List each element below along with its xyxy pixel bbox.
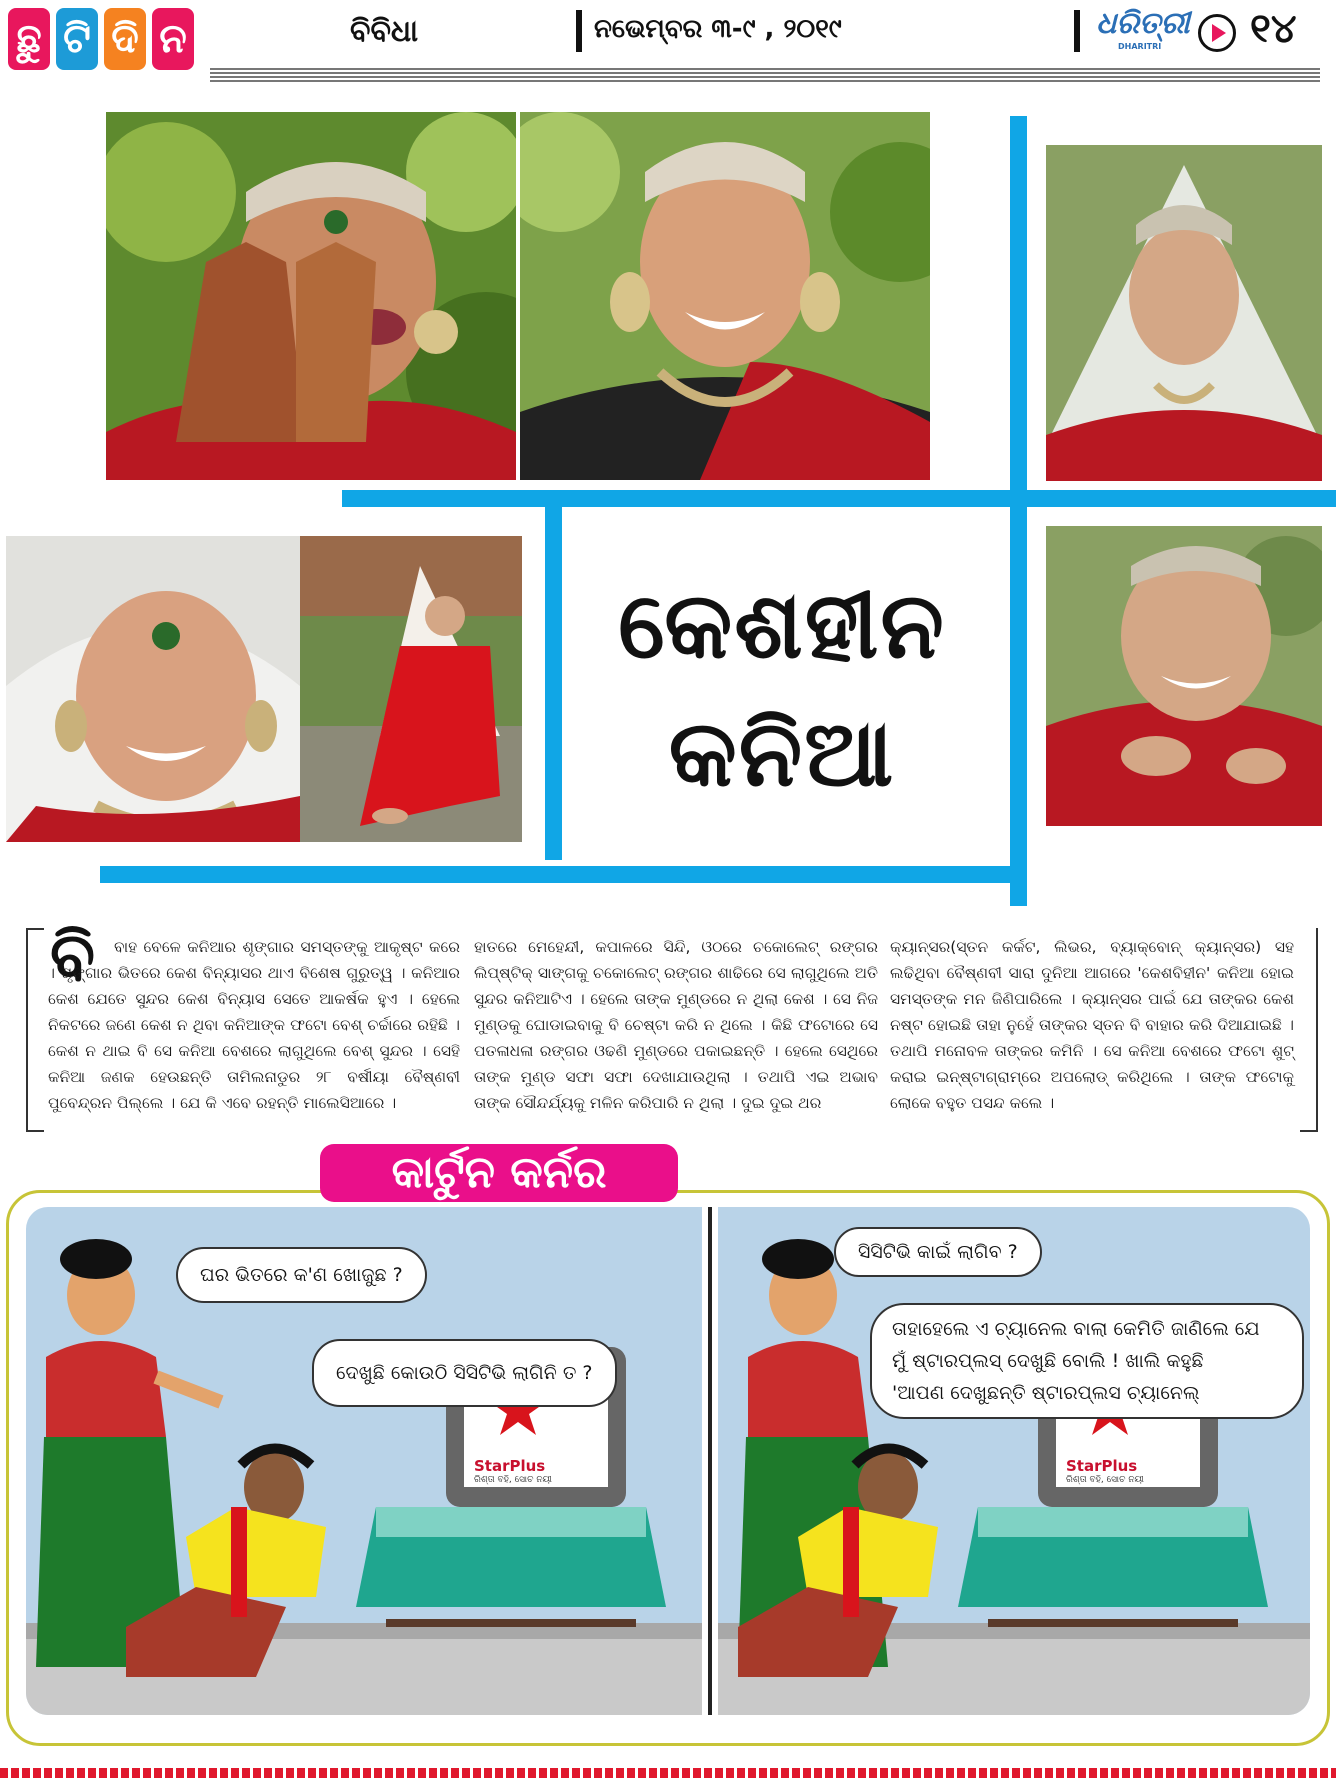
article-bracket-right: [1300, 928, 1318, 1132]
bride-photo-sitting: [300, 536, 522, 842]
bubble-line: ମୁଁ ଷ୍ଟାରପ୍ଲସ୍ ଦେଖୁଛି ବୋଲି ! ଖାଲି କହୁଛି: [892, 1350, 1204, 1372]
logo-letter: ଦି: [104, 8, 146, 70]
speech-bubble-man: [870, 1303, 1304, 1419]
speech-bubble-woman: ସିସିଟିଭି କାଇଁ ଲାଗିବ ?: [834, 1227, 1042, 1277]
section-name: ବିବିଧା: [350, 14, 419, 49]
play-icon: [1198, 14, 1236, 52]
issue-date: ନଭେମ୍ବର ୩-୯ , ୨୦୧୯: [594, 14, 842, 44]
bubble-line: 'ଆପଣ ଦେଖୁଛନ୍ତି ଷ୍ଟାରପ୍ଲସ ଚ୍ୟାନେଲ୍: [892, 1382, 1200, 1404]
bubble-line: ତାହାହେଲେ ଏ ଚ୍ୟାନେଲ ବାଲା କେମିତି ଜାଣିଲେ ଯେ: [892, 1318, 1260, 1340]
bride-photo-smile: [6, 536, 300, 842]
divider: [1074, 10, 1080, 52]
cartoon-corner-banner: କାର୍ଟୁନ କର୍ନର: [320, 1144, 678, 1202]
headline-box: [562, 512, 1002, 842]
panel-divider: [708, 1207, 712, 1715]
article-bracket-left: [26, 928, 44, 1132]
cartoon-panel-2: [718, 1207, 1310, 1715]
article-column-1: ବାହ ବେଳେ କନିଆର ଶୃଙ୍ଗାର ସମସ୍ତଙ୍କୁ ଆକୃଷ୍ଟ କରେ । ଶୃଙ୍ଗାର ଭିତରେ କେଶ ବିନ୍ୟାସର ଥାଏ ବିଶେଷ ଗୁରୁତ୍ୱ । କନିଆର କେଶ ଯେତେ ସୁନ୍ଦର କେଶ ବିନ୍ୟାସ ସେତେ ଆକର୍ଷକ ହୁଏ । ହେଲେ ନିକଟରେ ଜଣେ କେଶ ନ ଥିବା କନିଆଙ୍କ ଫଟୋ ବେଶ୍ ଚର୍ଚ୍ଚାରେ ରହିଛି । କେଶ ନ ଥାଇ ବି ସେ କନିଆ ବେଶରେ ଲାଗୁଥିଲେ ବେଶ୍ ସୁନ୍ଦର । ସେହି କନିଆ ଜଣକ ହେଉଛନ୍ତି ତାମିଲନାଡୁର ୨୮ ବର୍ଷୀୟା ବୈଷ୍ଣବୀ ପୁବେନ୍ଦ୍ରନ ପିଲ୍ଲେ । ଯେ କି ଏବେ ରହନ୍ତି ମାଲେସିଆରେ ।: [48, 938, 460, 1112]
speech-bubble-man: ଦେଖୁଛି କୋଉଠି ସିସିଟିଭି ଲାଗିନି ତ ?: [312, 1339, 617, 1407]
header-rule: [210, 66, 1320, 82]
logo-letter: ଟି: [56, 8, 98, 70]
brand-subtitle: DHARITRI: [1118, 42, 1162, 51]
grid-bar: [545, 490, 562, 860]
article-column-3: କ୍ୟାନ୍ସର(ସ୍ତନ କର୍କଟ, ଲିଭର, ବ୍ୟାକ୍‌ବୋନ୍ କ୍ୟାନ୍ସର) ସହ ଲଢିଥିବା ବୈଷ୍ଣବୀ ସାରା ଦୁନିଆ ଆଗରେ 'କେଶବିହୀନ' କନିଆ ହୋଇ ସମସ୍ତଙ୍କ ମନ ଜିଣିପାରିଲେ । କ୍ୟାନ୍ସର ପାଇଁ ଯେ ତାଙ୍କର କେଶ ନଷ୍ଟ ହୋଇଛି ତାହା ନୁହେଁ ତାଙ୍କର ସ୍ତନ ବି ବାହାର କରି ଦିଆଯାଇଛି । ତଥାପି ମନୋବଳ ତାଙ୍କର କମିନି । ସେ କନିଆ ବେଶରେ ଫଟୋ ଶୁଟ୍ କରାଇ ଇନ୍‌ଷ୍ଟାଗ୍ରାମ୍‌ରେ ଅପଲୋଡ୍ କରିଥିଲେ । ତାଙ୍କ ଫଟୋକୁ ଲୋକେ ବହୁତ ପସନ୍ଦ କଲେ ।: [890, 938, 1294, 1112]
tv-tagline: ରିଶ୍ତା ବହି, ସୋଚ ନୟୀ: [474, 1475, 552, 1485]
bride-photo-veil: [1046, 145, 1322, 481]
speech-bubble-woman: ଘର ଭିତରେ କ'ଣ ଖୋଜୁଛ ?: [176, 1247, 427, 1303]
tv-brand: StarPlus: [474, 1457, 546, 1475]
page-number: ୧୪: [1250, 6, 1297, 52]
footer-rule: [0, 1768, 1336, 1778]
grid-bar: [100, 866, 1018, 883]
logo-letter: ଛୁ: [8, 8, 50, 70]
headline-line-1: କେଶହୀନ: [618, 572, 946, 679]
grid-bar: [1010, 116, 1027, 906]
drop-cap: ବି: [50, 918, 96, 995]
bride-photo-laughing: [520, 112, 930, 480]
logo-letter: ନ: [152, 8, 194, 70]
headline-line-2: କନିଆ: [668, 700, 896, 807]
cartoon-panel-1: [26, 1207, 702, 1715]
tv-tagline: ରିଶ୍ତା ବହି, ସୋଚ ନୟୀ: [1066, 1475, 1144, 1485]
brand-name: ଧରିତ୍ରୀ: [1096, 6, 1190, 41]
article-column-2: ହାତରେ ମେହେନ୍ଦୀ, କପାଳରେ ସିନ୍ଦି, ଓଠରେ ଚକୋଲେଟ୍ ରଙ୍ଗର ଲିପ୍‌ଷ୍ଟିକ୍ ସାଙ୍ଗକୁ ଚକୋଲେଟ୍ ରଙ୍ଗର ଶାଢିରେ ସେ ଲାଗୁଥିଲେ ଅତି ସୁନ୍ଦର କନିଆଟିଏ । ହେଲେ ତାଙ୍କ ମୁଣ୍ଡରେ ନ ଥିଲା କେଶ । ସେ ନିଜ ମୁଣ୍ଡକୁ ଘୋଡାଇବାକୁ ବି ଚେଷ୍ଟା କରି ନ ଥିଲେ । କିଛି ଫଟୋରେ ସେ ପତଳାଧଳା ରଙ୍ଗର ଓଢଣି ମୁଣ୍ଡରେ ପକାଇଛନ୍ତି । ହେଲେ ସେଥିରେ ତାଙ୍କ ମୁଣ୍ଡ ସଫା ସଫା ଦେଖାଯାଉଥିଲା । ତଥାପି ଏଇ ଅଭାବ ତାଙ୍କ ସୌନ୍ଦର୍ଯ୍ୟକୁ ମଳିନ କରିପାରି ନ ଥିଲା । ଦୁଇ ଦୁଇ ଥର: [474, 938, 878, 1112]
bride-photo-mehendi: [106, 112, 516, 480]
divider: [576, 10, 582, 52]
grid-bar: [342, 490, 1336, 507]
bride-photo-closeup: [1046, 526, 1322, 826]
tv-brand: StarPlus: [1066, 1457, 1138, 1475]
